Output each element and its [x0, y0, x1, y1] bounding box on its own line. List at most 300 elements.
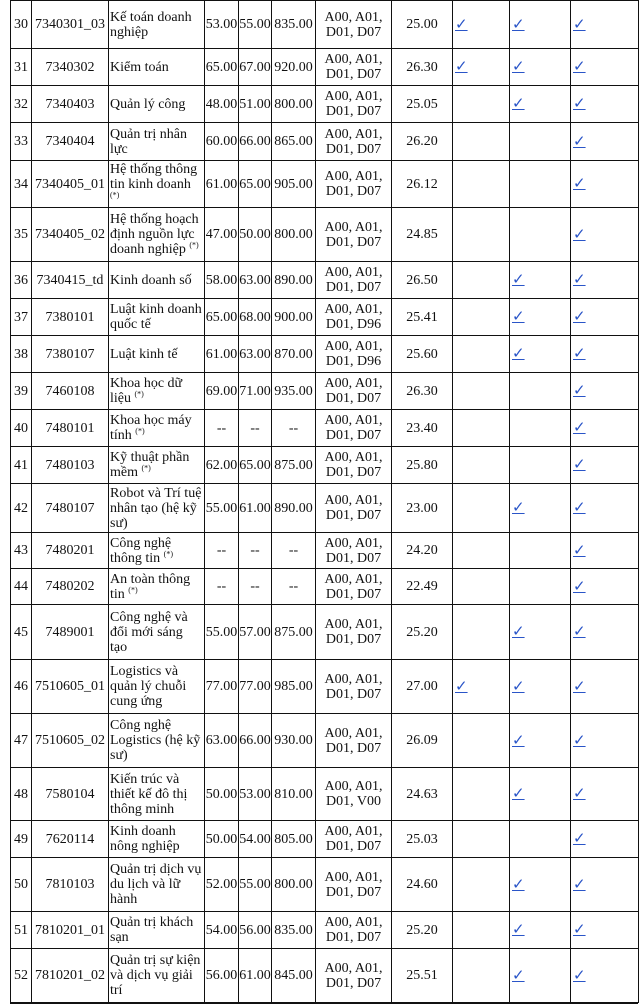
subject-combinations: A00, A01, D01, D07: [316, 161, 392, 208]
cutoff-score: 26.20: [392, 123, 453, 161]
check-cell-3: [571, 569, 639, 605]
row-index: 43: [11, 533, 32, 569]
check-cell-1: [453, 373, 510, 410]
row-index: 38: [11, 336, 32, 373]
score-1: 47.00: [205, 208, 239, 262]
check-cell-2: [510, 1, 571, 49]
major-code: 7810103: [32, 858, 109, 912]
score-2: 51.00: [239, 86, 272, 123]
table-row: [11, 821, 639, 858]
score-1: 65.00: [205, 49, 239, 86]
cutoff-score: 25.20: [392, 605, 453, 660]
major-name: [109, 208, 205, 262]
score-3: 870.00: [272, 336, 316, 373]
score-3: 845.00: [272, 949, 316, 1003]
check-cell-3: [571, 858, 639, 912]
table-row: [11, 533, 639, 569]
score-2: 57.00: [239, 605, 272, 660]
score-3: 835.00: [272, 1, 316, 49]
row-index: 45: [11, 605, 32, 660]
check-cell-3: [571, 533, 639, 569]
row-index: 39: [11, 373, 32, 410]
check-cell-1: [453, 299, 510, 336]
major-name-text: Công nghệ thông tin: [110, 535, 172, 566]
check-cell-1: [453, 86, 510, 123]
table-row: [11, 912, 639, 949]
table-row: [11, 410, 639, 447]
score-2: 68.00: [239, 299, 272, 336]
major-name-text: Kiến trúc và thiết kế đô thị thông minh: [110, 771, 188, 817]
major-name: [109, 714, 205, 768]
major-code: 7510605_01: [32, 660, 109, 714]
check-icon: ✓: [573, 174, 586, 192]
check-cell-1: [453, 447, 510, 484]
check-cell-2: [510, 49, 571, 86]
score-2: 63.00: [239, 262, 272, 299]
major-name-text: Khoa học dữ liệu: [110, 376, 183, 406]
score-1: 60.00: [205, 123, 239, 161]
major-code: 7380101: [32, 299, 109, 336]
check-cell-1: [453, 605, 510, 660]
row-index: 36: [11, 262, 32, 299]
check-icon: ✓: [573, 131, 586, 150]
score-2: 61.00: [239, 484, 272, 533]
check-cell-2: [510, 299, 571, 336]
check-cell-1: [453, 123, 510, 161]
row-index: 46: [11, 660, 32, 714]
score-1: 48.00: [205, 86, 239, 123]
check-cell-2: [510, 410, 571, 447]
check-icon: ✓: [573, 965, 586, 984]
score-2: 61.00: [239, 949, 272, 1003]
check-cell-1: [453, 768, 510, 821]
score-1: --: [205, 569, 239, 605]
major-name: [109, 768, 205, 821]
cutoff-score: 26.30: [392, 373, 453, 410]
check-icon: ✓: [573, 576, 586, 595]
major-name: [109, 605, 205, 660]
major-name-text: Quản trị nhân lực: [110, 126, 187, 157]
check-cell-3: [571, 373, 639, 410]
score-2: 65.00: [239, 447, 272, 484]
check-cell-2: [510, 484, 571, 533]
check-cell-3: [571, 208, 639, 262]
major-code: 7380107: [32, 336, 109, 373]
cutoff-score: 27.00: [392, 660, 453, 714]
major-name-text: Kỹ thuật phần mềm: [110, 450, 190, 480]
score-2: --: [239, 410, 272, 447]
check-icon: ✓: [512, 874, 525, 893]
score-1: 61.00: [205, 336, 239, 373]
check-icon: ✓: [573, 381, 586, 399]
cutoff-score: 26.30: [392, 49, 453, 86]
table-row: [11, 660, 639, 714]
check-icon: ✓: [573, 307, 586, 325]
score-3: --: [272, 569, 316, 605]
score-1: 55.00: [205, 484, 239, 533]
score-3: 920.00: [272, 49, 316, 86]
major-code: 7810201_01: [32, 912, 109, 949]
major-code: 7340405_02: [32, 208, 109, 262]
check-icon: ✓: [512, 730, 525, 749]
cutoff-score: 23.40: [392, 410, 453, 447]
cutoff-score: 25.80: [392, 447, 453, 484]
check-cell-2: [510, 533, 571, 569]
check-icon: ✓: [512, 676, 525, 695]
check-icon: ✓: [455, 57, 468, 75]
check-cell-1: [453, 949, 510, 1003]
footnote-star-mark: (*): [128, 584, 138, 594]
subject-combinations: A00, A01, D01, D07: [316, 484, 392, 533]
major-code: 7480202: [32, 569, 109, 605]
cutoff-score: 25.03: [392, 821, 453, 858]
cutoff-score: 22.49: [392, 569, 453, 605]
subject-combinations: A00, A01, D01, D07: [316, 605, 392, 660]
check-icon: ✓: [512, 965, 525, 984]
score-1: 63.00: [205, 714, 239, 768]
subject-combinations: A00, A01, D01, D07: [316, 714, 392, 768]
major-code: 7480107: [32, 484, 109, 533]
check-cell-1: [453, 858, 510, 912]
score-3: 875.00: [272, 605, 316, 660]
major-code: 7480201: [32, 533, 109, 569]
table-row: [11, 161, 639, 208]
check-cell-3: [571, 123, 639, 161]
check-cell-1: [453, 714, 510, 768]
table-row: [11, 208, 639, 262]
cutoff-score: 26.50: [392, 262, 453, 299]
check-cell-2: [510, 123, 571, 161]
check-cell-3: [571, 410, 639, 447]
subject-combinations: A00, A01, D01, D07: [316, 1, 392, 49]
check-cell-3: [571, 660, 639, 714]
subject-combinations: A00, A01, D01, D07: [316, 86, 392, 123]
check-icon: ✓: [573, 829, 586, 847]
subject-combinations: A00, A01, D01, D07: [316, 858, 392, 912]
table-row: [11, 569, 639, 605]
major-name: [109, 533, 205, 569]
check-cell-3: [571, 161, 639, 208]
subject-combinations: A00, A01, D01, D96: [316, 336, 392, 373]
score-3: 875.00: [272, 447, 316, 484]
score-3: 800.00: [272, 86, 316, 123]
cutoff-score: 24.20: [392, 533, 453, 569]
score-1: 53.00: [205, 1, 239, 49]
check-icon: ✓: [512, 344, 525, 362]
row-index: 33: [11, 123, 32, 161]
major-name: [109, 949, 205, 1003]
major-code: 7340403: [32, 86, 109, 123]
table-row: [11, 373, 639, 410]
check-icon: ✓: [573, 224, 586, 243]
check-icon: ✓: [573, 270, 586, 288]
row-index: 52: [11, 949, 32, 1003]
check-cell-1: [453, 336, 510, 373]
subject-combinations: A00, A01, D01, D96: [316, 299, 392, 336]
major-code: 7340405_01: [32, 161, 109, 208]
check-cell-3: [571, 484, 639, 533]
check-cell-2: [510, 86, 571, 123]
major-name: [109, 569, 205, 605]
footnote-star-mark: (*): [110, 189, 120, 199]
check-cell-1: [453, 1, 510, 49]
score-2: 66.00: [239, 123, 272, 161]
subject-combinations: A00, A01, D01, D07: [316, 208, 392, 262]
major-name-text: Luật kinh doanh quốc tế: [110, 302, 202, 332]
check-cell-3: [571, 949, 639, 1003]
major-name-text: Quản lý công: [110, 96, 186, 112]
score-1: 56.00: [205, 949, 239, 1003]
score-3: 890.00: [272, 262, 316, 299]
score-2: --: [239, 533, 272, 569]
table-row: [11, 949, 639, 1003]
check-icon: ✓: [512, 57, 525, 75]
table-row: [11, 858, 639, 912]
subject-combinations: A00, A01, D01, D07: [316, 949, 392, 1003]
major-name-text: Công nghệ Logistics (hệ kỹ sư): [110, 718, 201, 763]
major-code: 7460108: [32, 373, 109, 410]
check-cell-2: [510, 714, 571, 768]
score-3: 905.00: [272, 161, 316, 208]
major-name: [109, 49, 205, 86]
check-cell-1: [453, 208, 510, 262]
major-name: [109, 1, 205, 49]
major-name: [109, 912, 205, 949]
check-icon: ✓: [573, 784, 586, 802]
check-icon: ✓: [573, 418, 586, 436]
check-icon: ✓: [512, 94, 525, 112]
score-2: 55.00: [239, 1, 272, 49]
subject-combinations: A00, A01, D01, D07: [316, 49, 392, 86]
cutoff-score: 25.05: [392, 86, 453, 123]
check-icon: ✓: [573, 874, 586, 893]
score-1: 55.00: [205, 605, 239, 660]
score-3: 900.00: [272, 299, 316, 336]
check-cell-1: [453, 821, 510, 858]
check-icon: ✓: [573, 730, 586, 749]
major-name: [109, 336, 205, 373]
check-cell-3: [571, 447, 639, 484]
check-cell-3: [571, 768, 639, 821]
score-3: 810.00: [272, 768, 316, 821]
major-name: [109, 123, 205, 161]
major-name-text: Robot và Trí tuệ nhân tạo (hệ kỹ sư): [110, 485, 202, 531]
footnote-star-mark: (*): [163, 548, 173, 558]
major-name: [109, 821, 205, 858]
check-icon: ✓: [512, 270, 525, 288]
table-row: [11, 605, 639, 660]
admission-table-page: [10, 0, 638, 1003]
check-cell-3: [571, 336, 639, 373]
check-icon: ✓: [573, 540, 586, 559]
major-name-text: Hệ thống hoạch định nguồn lực doanh nghiệp: [110, 212, 199, 257]
check-cell-1: [453, 533, 510, 569]
check-cell-3: [571, 86, 639, 123]
check-cell-1: [453, 410, 510, 447]
subject-combinations: A00, A01, D01, V00: [316, 768, 392, 821]
score-1: 61.00: [205, 161, 239, 208]
check-cell-1: [453, 49, 510, 86]
major-name: [109, 161, 205, 208]
check-cell-1: [453, 262, 510, 299]
subject-combinations: A00, A01, D01, D07: [316, 660, 392, 714]
major-name-text: Quản trị dịch vụ du lịch và lữ hành: [110, 862, 202, 907]
check-icon: ✓: [573, 57, 586, 75]
footnote-star-mark: (*): [135, 426, 145, 436]
check-cell-2: [510, 768, 571, 821]
check-icon: ✓: [573, 622, 586, 640]
score-3: 985.00: [272, 660, 316, 714]
check-cell-2: [510, 569, 571, 605]
subject-combinations: A00, A01, D01, D07: [316, 821, 392, 858]
major-name: [109, 262, 205, 299]
footnote-star-mark: (*): [189, 240, 199, 250]
score-3: --: [272, 533, 316, 569]
check-cell-1: [453, 484, 510, 533]
table-row: [11, 299, 639, 336]
check-cell-2: [510, 161, 571, 208]
table-bottom-border: [10, 1003, 638, 1004]
row-index: 49: [11, 821, 32, 858]
row-index: 50: [11, 858, 32, 912]
score-3: 800.00: [272, 208, 316, 262]
major-code: 7480101: [32, 410, 109, 447]
score-1: 77.00: [205, 660, 239, 714]
score-1: 58.00: [205, 262, 239, 299]
major-code: 7580104: [32, 768, 109, 821]
score-2: 53.00: [239, 768, 272, 821]
footnote-star-mark: (*): [141, 463, 151, 473]
score-1: --: [205, 410, 239, 447]
row-index: 51: [11, 912, 32, 949]
score-2: 66.00: [239, 714, 272, 768]
score-1: --: [205, 533, 239, 569]
check-icon: ✓: [573, 920, 586, 938]
score-1: 62.00: [205, 447, 239, 484]
check-cell-3: [571, 299, 639, 336]
score-1: 65.00: [205, 299, 239, 336]
row-index: 37: [11, 299, 32, 336]
check-icon: ✓: [512, 498, 525, 516]
major-name-text: Hệ thống thông tin kinh doanh: [110, 161, 198, 192]
major-name: [109, 410, 205, 447]
score-3: 865.00: [272, 123, 316, 161]
check-cell-3: [571, 1, 639, 49]
cutoff-score: 24.85: [392, 208, 453, 262]
check-cell-1: [453, 569, 510, 605]
major-code: 7620114: [32, 821, 109, 858]
subject-combinations: A00, A01, D01, D07: [316, 373, 392, 410]
major-name-text: Kiểm toán: [110, 59, 169, 75]
check-cell-2: [510, 821, 571, 858]
check-cell-3: [571, 912, 639, 949]
score-2: --: [239, 569, 272, 605]
major-code: 7340404: [32, 123, 109, 161]
cutoff-score: 25.00: [392, 1, 453, 49]
major-name-text: Khoa học máy tính: [110, 413, 192, 443]
check-cell-1: [453, 912, 510, 949]
major-name-text: Quản trị khách sạn: [110, 915, 194, 945]
subject-combinations: A00, A01, D01, D07: [316, 912, 392, 949]
check-cell-3: [571, 821, 639, 858]
row-index: 40: [11, 410, 32, 447]
check-icon: ✓: [573, 498, 586, 516]
table-row: [11, 768, 639, 821]
major-code: 7489001: [32, 605, 109, 660]
check-icon: ✓: [573, 344, 586, 362]
table-row: [11, 86, 639, 123]
major-code: 7340301_03: [32, 1, 109, 49]
major-code: 7340415_td: [32, 262, 109, 299]
check-cell-2: [510, 858, 571, 912]
check-cell-2: [510, 912, 571, 949]
table-row: [11, 262, 639, 299]
score-2: 54.00: [239, 821, 272, 858]
score-2: 65.00: [239, 161, 272, 208]
score-2: 50.00: [239, 208, 272, 262]
cutoff-score: 24.60: [392, 858, 453, 912]
check-icon: ✓: [573, 676, 586, 695]
admission-score-table: [10, 0, 639, 1003]
check-icon: ✓: [573, 455, 586, 473]
score-2: 77.00: [239, 660, 272, 714]
score-2: 67.00: [239, 49, 272, 86]
major-name: [109, 858, 205, 912]
cutoff-score: 25.20: [392, 912, 453, 949]
score-3: 805.00: [272, 821, 316, 858]
subject-combinations: A00, A01, D01, D07: [316, 569, 392, 605]
cutoff-score: 26.09: [392, 714, 453, 768]
check-icon: ✓: [512, 307, 525, 325]
score-2: 55.00: [239, 858, 272, 912]
check-cell-3: [571, 262, 639, 299]
cutoff-score: 25.60: [392, 336, 453, 373]
table-row: [11, 714, 639, 768]
table-row: [11, 123, 639, 161]
cutoff-score: 26.12: [392, 161, 453, 208]
check-cell-3: [571, 714, 639, 768]
check-icon: ✓: [512, 622, 525, 640]
cutoff-score: 24.63: [392, 768, 453, 821]
major-code: 7480103: [32, 447, 109, 484]
major-code: 7510605_02: [32, 714, 109, 768]
major-name: [109, 447, 205, 484]
check-cell-1: [453, 660, 510, 714]
table-row: [11, 49, 639, 86]
row-index: 44: [11, 569, 32, 605]
row-index: 35: [11, 208, 32, 262]
major-name: [109, 484, 205, 533]
subject-combinations: A00, A01, D01, D07: [316, 533, 392, 569]
score-3: 930.00: [272, 714, 316, 768]
check-icon: ✓: [573, 14, 586, 33]
major-name: [109, 660, 205, 714]
check-cell-2: [510, 605, 571, 660]
score-1: 50.00: [205, 768, 239, 821]
subject-combinations: A00, A01, D01, D07: [316, 410, 392, 447]
check-icon: ✓: [573, 94, 586, 112]
score-3: 800.00: [272, 858, 316, 912]
score-3: 890.00: [272, 484, 316, 533]
check-cell-2: [510, 447, 571, 484]
check-icon: ✓: [455, 676, 468, 695]
cutoff-score: 25.51: [392, 949, 453, 1003]
major-name-text: Kinh doanh nông nghiệp: [110, 824, 180, 854]
major-name: [109, 86, 205, 123]
score-2: 56.00: [239, 912, 272, 949]
check-cell-3: [571, 605, 639, 660]
check-cell-1: [453, 161, 510, 208]
